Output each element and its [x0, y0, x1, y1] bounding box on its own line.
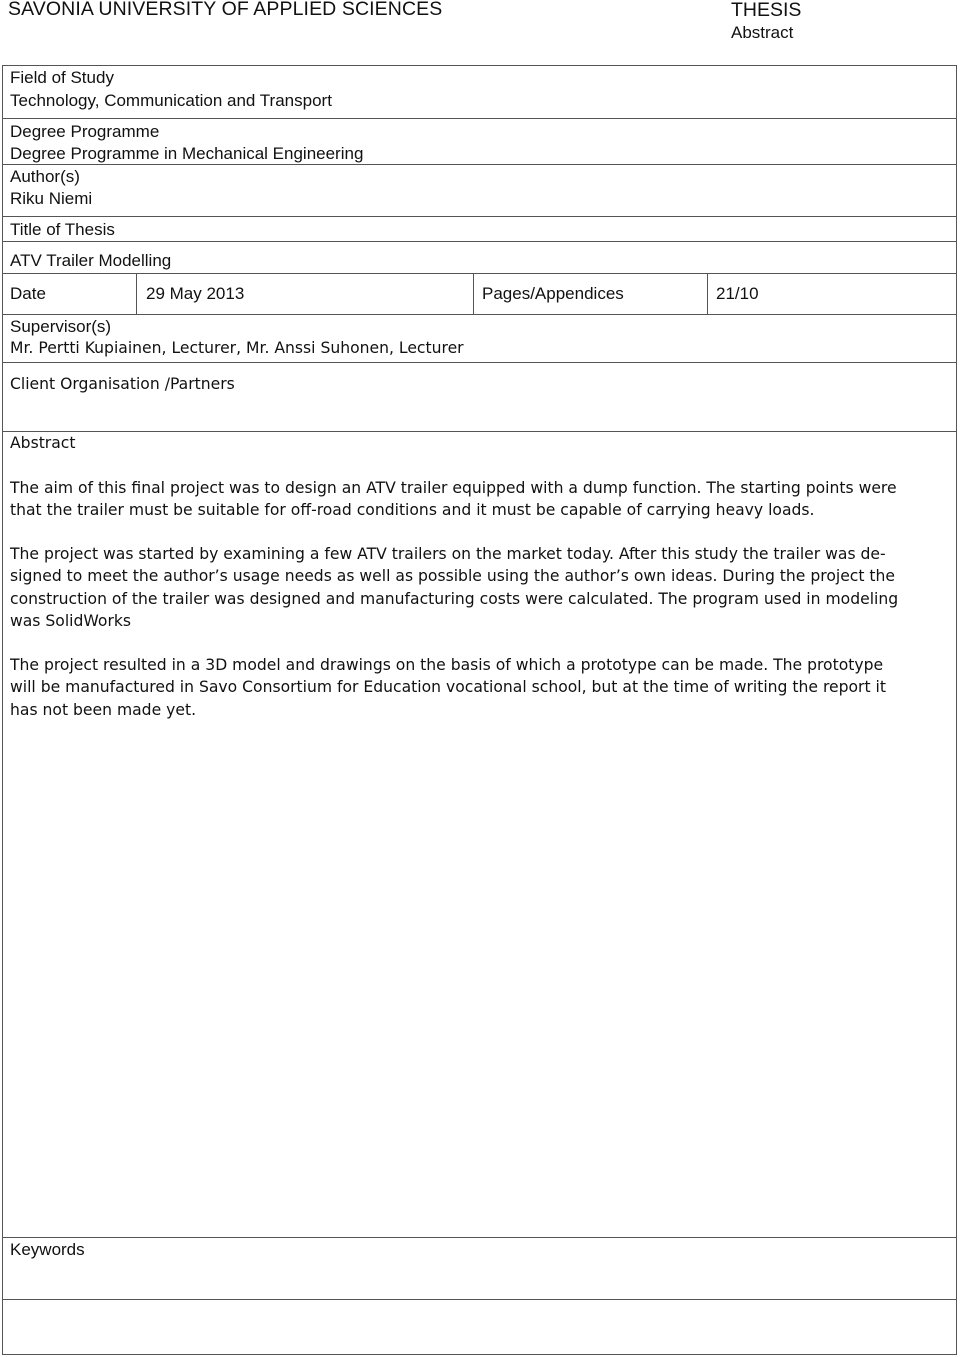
authors-value: Riku Niemi [10, 189, 93, 208]
abstract-line: that the trailer must be suitable for off-road conditions and it must be capable of carrying heavy loads. [10, 501, 815, 520]
divider [473, 273, 474, 314]
document-type: THESIS [731, 0, 802, 21]
abstract-paragraph [10, 654, 946, 721]
document-subtype: Abstract [731, 23, 794, 42]
title-label: Title of Thesis [10, 220, 115, 239]
date-value: 29 May 2013 [146, 284, 245, 303]
divider [3, 362, 956, 363]
date-label: Date [10, 284, 46, 303]
divider [3, 314, 956, 315]
abstract-line: will be manufactured in Savo Consortium for Education vocational school, but at the time of writing the report it [10, 678, 886, 697]
abstract-form [2, 65, 957, 1355]
pages-value: 21/10 [716, 284, 759, 303]
divider [3, 216, 956, 217]
abstract-line: The aim of this final project was to design an ATV trailer equipped with a dump function. The starting points were [10, 479, 897, 497]
authors-label: Author(s) [10, 167, 80, 186]
divider [3, 1237, 956, 1238]
client-organisation-label: Client Organisation /Partners [10, 375, 235, 393]
degree-programme-value: Degree Programme in Mechanical Engineering [10, 144, 364, 163]
field-of-study-value: Technology, Communication and Transport [10, 91, 332, 110]
supervisors-label: Supervisor(s) [10, 317, 112, 336]
divider [3, 118, 956, 119]
supervisors-value: Mr. Pertti Kupiainen, Lecturer, Mr. Anssi Suhonen, Lecturer [10, 339, 464, 357]
pages-label: Pages/Appendices [482, 284, 624, 303]
abstract-line: construction of the trailer was designed and manufacturing costs were calculated. The program used in modeling [10, 589, 899, 608]
abstract-label: Abstract [10, 434, 76, 452]
institution-name: SAVONIA UNIVERSITY OF APPLIED SCIENCES [8, 0, 443, 20]
abstract-line: was SolidWorks [10, 611, 132, 630]
divider [136, 273, 137, 314]
divider [707, 273, 708, 314]
abstract-line: has not been made yet. [10, 700, 197, 719]
divider [3, 241, 956, 242]
keywords-label: Keywords [10, 1240, 85, 1259]
title-value: ATV Trailer Modelling [10, 251, 172, 270]
abstract-paragraph [10, 477, 946, 522]
field-of-study-label: Field of Study [10, 68, 114, 87]
divider [3, 273, 956, 274]
document-type-block [731, 0, 801, 44]
divider [3, 164, 956, 165]
abstract-line: signed to meet the author’s usage needs as well as possible using the author’s own ideas. During the project the [10, 567, 896, 586]
abstract-line: The project resulted in a 3D model and drawings on the basis of which a prototype can be made. The prototype [10, 656, 884, 674]
degree-programme-label: Degree Programme [10, 122, 160, 141]
abstract-line: The project was started by examining a few ATV trailers on the market today. After this study the trailer was de- [10, 545, 886, 563]
abstract-paragraph [10, 543, 946, 632]
divider [3, 1299, 956, 1300]
divider [3, 431, 956, 432]
